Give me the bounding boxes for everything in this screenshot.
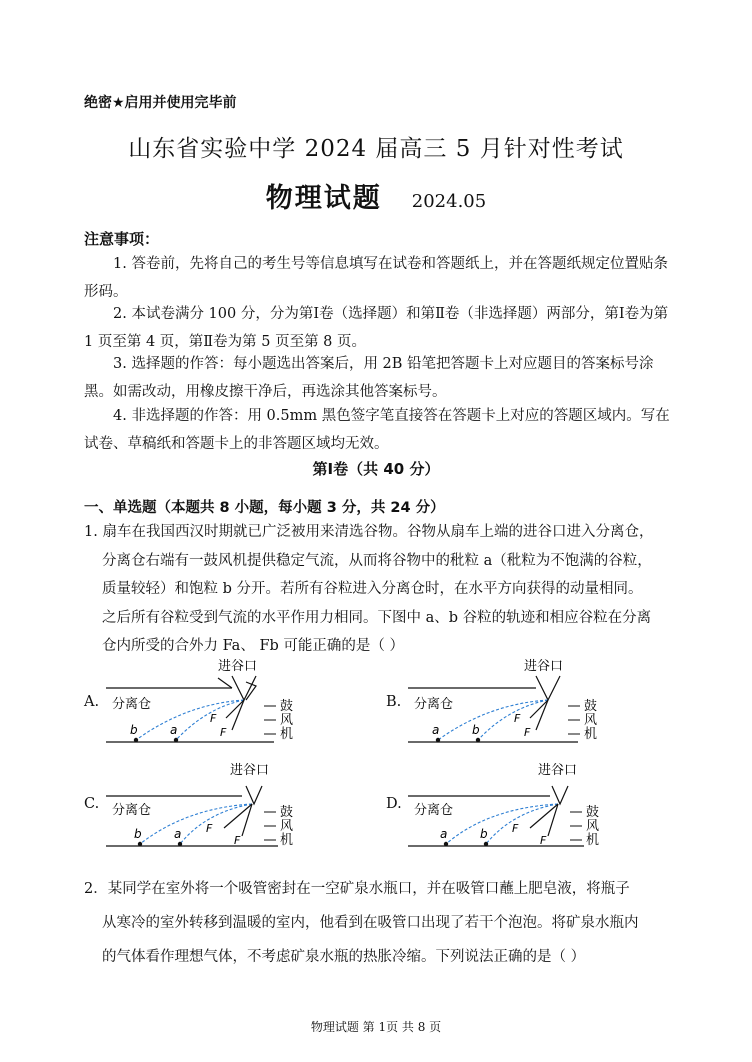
svg-text:b: b <box>130 723 138 737</box>
svg-text:F: F <box>206 822 213 835</box>
svg-text:a: a <box>440 827 448 841</box>
diagram-c <box>106 758 306 854</box>
svg-text:F: F <box>234 834 241 847</box>
diagram-d <box>408 758 608 854</box>
exam-title: 山东省实验中学 2024 届高三 5 月针对性考试 <box>128 136 624 162</box>
svg-text:分离仓: 分离仓 <box>112 803 152 818</box>
notice-heading: 注意事项： <box>84 230 160 248</box>
notice-item-3: 3. 选择题的作答：每小题选出答案后，用 2B 铅笔把答题卡上对应题目的答案标号涂黑。如需改动，用橡皮擦干净后，再选涂其他答案标号。 <box>84 356 654 400</box>
q2-line-1: 2．某同学在室外将一个吸管密封在一空矿泉水瓶口，并在吸管口蘸上肥皂液，将瓶子 <box>84 881 630 897</box>
option-c-label: C. <box>84 796 100 812</box>
confidential-mark: 绝密★启用并使用完毕前 <box>84 95 237 111</box>
svg-text:机: 机 <box>280 833 294 848</box>
svg-text:F: F <box>524 726 531 739</box>
q1-line-1: 1. 扇车在我国西汉时期就已广泛被用来清选谷物。谷物从扇车上端的进谷口进入分离仓， <box>84 524 654 540</box>
svg-text:进谷口: 进谷口 <box>230 763 270 778</box>
subject-title: 物理试题 <box>265 183 382 214</box>
diagram-b <box>408 656 608 752</box>
option-d-label: D. <box>386 796 402 812</box>
svg-text:机: 机 <box>586 833 600 848</box>
svg-text:F: F <box>512 822 519 835</box>
svg-text:F: F <box>540 834 547 847</box>
svg-text:机: 机 <box>584 727 598 742</box>
svg-text:分离仓: 分离仓 <box>414 697 454 712</box>
svg-text:鼓: 鼓 <box>586 805 600 820</box>
q1-line-4: 之后所有谷粒受到气流的水平作用力相同。下图中 a、b 谷粒的轨迹和相应谷粒在分离 <box>102 609 652 626</box>
svg-text:进谷口: 进谷口 <box>524 659 564 674</box>
svg-text:分离仓: 分离仓 <box>414 803 454 818</box>
svg-text:机: 机 <box>280 727 294 742</box>
svg-text:b: b <box>480 827 488 841</box>
q2-line-2: 从寒冷的室外转移到温暖的室内，他看到在吸管口出现了若干个泡泡。将矿泉水瓶内 <box>102 915 639 931</box>
q1-line-5: 仓内所受的合外力 Fa、 Fb 可能正确的是（ ） <box>102 638 404 654</box>
inlet-label: 进谷口 <box>218 659 258 674</box>
svg-text:a: a <box>174 827 182 841</box>
part-heading: 一、单选题（本题共 8 小题，每小题 3 分，共 24 分） <box>84 500 445 516</box>
svg-text:F: F <box>514 712 521 725</box>
option-b-label: B. <box>386 694 402 710</box>
notice-item-4: 4. 非选择题的作答：用 0.5mm 黑色签字笔直接答在答题卡上对应的答题区域内。写在试卷、草稿纸和答题卡上的非答题区域均无效。 <box>84 408 670 452</box>
svg-text:b: b <box>134 827 142 841</box>
svg-text:a: a <box>170 723 178 737</box>
svg-text:风: 风 <box>586 819 600 834</box>
q1-line-2: 分离仓右端有一鼓风机提供稳定气流，从而将谷物中的秕粒 a（秕粒为不饱满的谷粒， <box>102 552 652 569</box>
svg-text:风: 风 <box>280 819 294 834</box>
svg-text:F: F <box>220 726 227 739</box>
q2-line-3: 的气体看作理想气体，不考虑矿泉水瓶的热胀冷缩。下列说法正确的是（ ） <box>102 949 586 965</box>
svg-text:进谷口: 进谷口 <box>538 763 578 778</box>
svg-text:风: 风 <box>280 713 294 728</box>
question-2 <box>84 872 680 974</box>
svg-text:鼓: 鼓 <box>584 699 598 714</box>
subject-line <box>0 176 752 215</box>
page-footer: 物理试题 第 1页 共 8 页 <box>310 1020 442 1034</box>
svg-text:F: F <box>210 712 217 725</box>
q1-line-3: 质量较轻）和饱粒 b 分开。若所有谷粒进入分离仓时，在水平方向获得的动量相同。 <box>102 581 643 597</box>
svg-text:a: a <box>432 723 440 737</box>
question-1 <box>84 518 680 661</box>
option-a-label: A. <box>84 694 100 710</box>
svg-text:风: 风 <box>584 713 598 728</box>
notice-item-2: 2. 本试卷满分 100 分，分为第Ⅰ卷（选择题）和第Ⅱ卷（非选择题）两部分，第Ⅰ卷为第 1 页至第 4 页，第Ⅱ卷为第 5 页至第 8 页。 <box>84 306 669 350</box>
diagram-a <box>106 656 306 752</box>
exam-date: 2024.05 <box>411 191 487 212</box>
svg-text:b: b <box>472 723 480 737</box>
section-heading: 第Ⅰ卷（共 40 分） <box>312 460 440 478</box>
svg-text:鼓: 鼓 <box>280 805 294 820</box>
chamber-label: 分离仓 <box>112 697 152 712</box>
svg-text:鼓: 鼓 <box>280 699 294 714</box>
notice-item-1: 1. 答卷前，先将自己的考生号等信息填写在试卷和答题纸上，并在答题纸规定位置贴条形码。 <box>84 256 668 300</box>
